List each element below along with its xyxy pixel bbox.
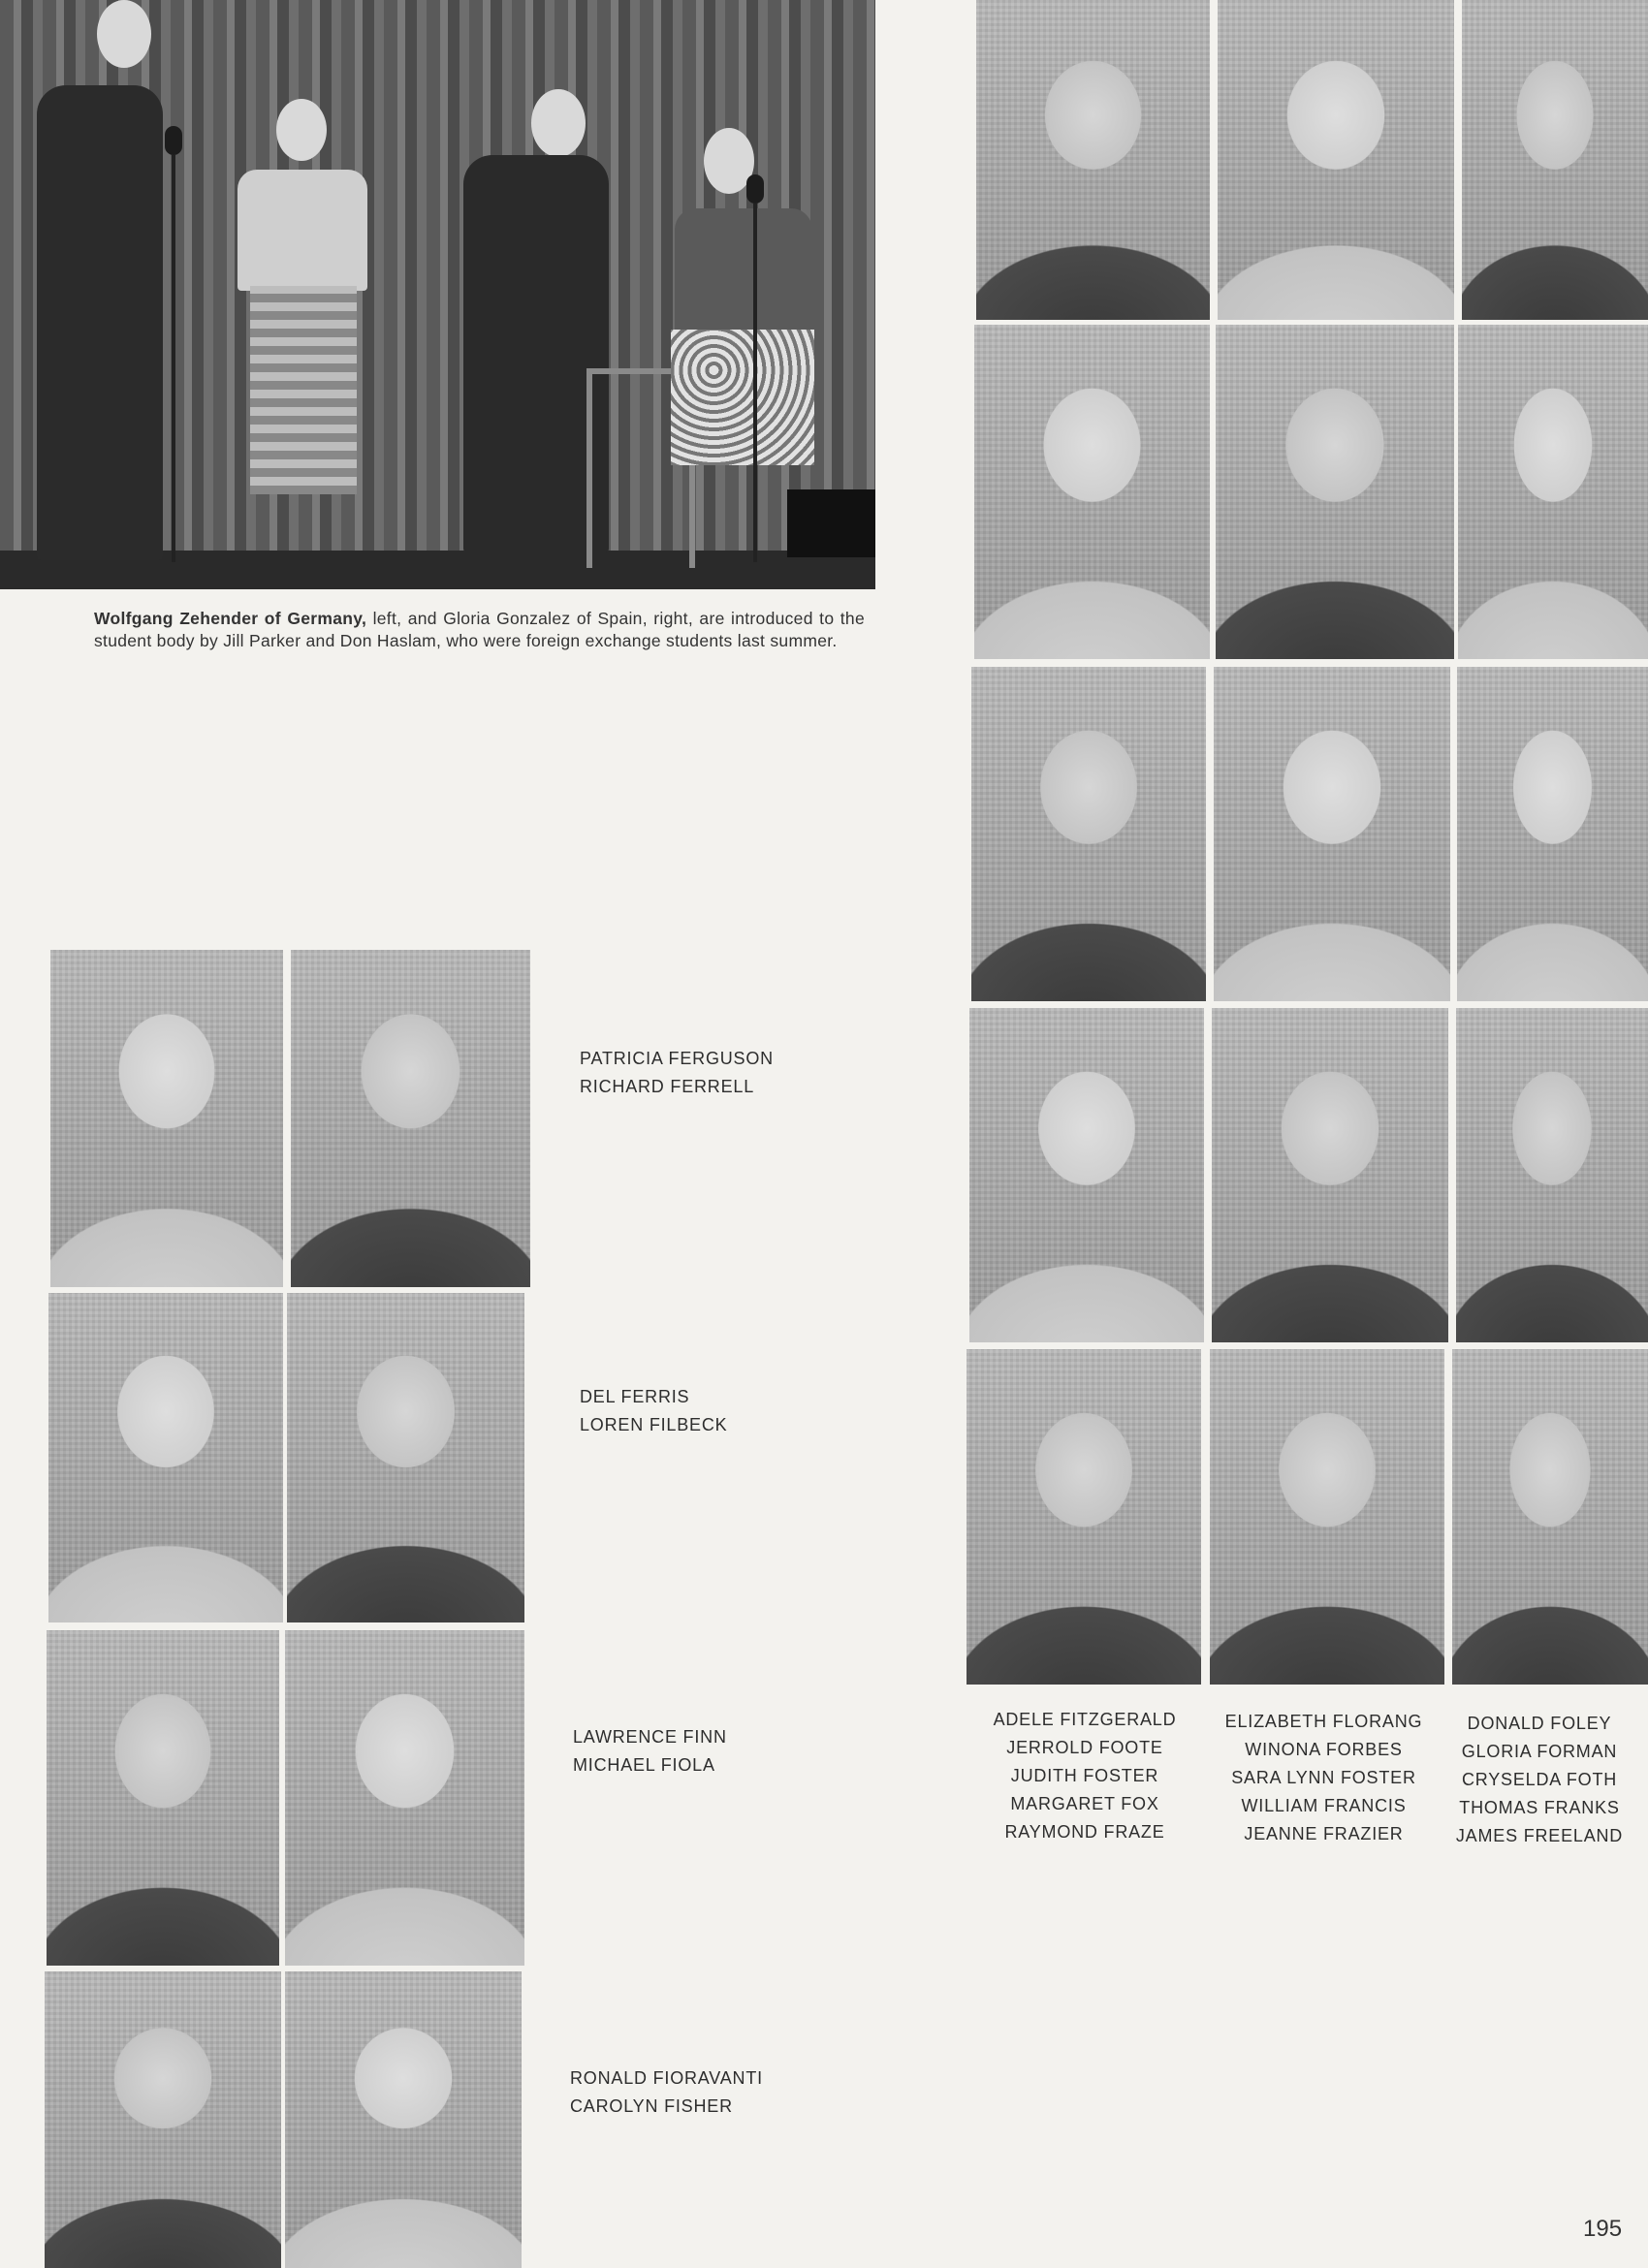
portrait: [974, 325, 1210, 659]
portrait: [971, 667, 1206, 1001]
student-name: RICHARD FERRELL: [580, 1077, 755, 1096]
student-name: MICHAEL FIOLA: [573, 1755, 715, 1775]
portrait: [1212, 1008, 1448, 1342]
student-name: PATRICIA FERGUSON: [580, 1049, 774, 1068]
student-name: DONALD FOLEY: [1467, 1714, 1612, 1733]
student-name: ADELE FITZGERALD: [993, 1710, 1177, 1729]
name-column: [1205, 1708, 1442, 1848]
portrait: [1456, 1008, 1648, 1342]
portrait: [967, 1349, 1201, 1685]
portrait: [1216, 325, 1454, 659]
student-name: JERROLD FOOTE: [1006, 1738, 1163, 1757]
portrait: [285, 1971, 522, 2268]
portrait: [1452, 1349, 1648, 1685]
student-name: CAROLYN FISHER: [570, 2096, 733, 2116]
person-sweater: [675, 208, 812, 334]
student-name: RONALD FIORAVANTI: [570, 2068, 763, 2088]
student-name: JEANNE FRAZIER: [1244, 1824, 1404, 1843]
name-block: [573, 1723, 727, 1780]
person-skirt: [250, 286, 357, 494]
student-name: JUDITH FOSTER: [1010, 1766, 1159, 1785]
portrait: [287, 1293, 524, 1622]
portrait: [1462, 0, 1648, 320]
student-name: LOREN FILBECK: [580, 1415, 728, 1434]
page-number: 195: [1583, 2216, 1623, 2242]
person-head: [276, 99, 327, 161]
microphone-icon: [746, 174, 764, 204]
caption-bold-lead: Wolfgang Zehender of Germany,: [94, 609, 367, 628]
person-body: [37, 85, 163, 560]
student-name: CRYSELDA FOTH: [1461, 1770, 1618, 1789]
student-name: JAMES FREELAND: [1455, 1826, 1624, 1845]
photo-caption: [94, 608, 865, 652]
student-name: GLORIA FORMAN: [1461, 1742, 1618, 1761]
portrait: [48, 1293, 283, 1622]
student-name: THOMAS FRANKS: [1459, 1798, 1620, 1817]
name-block: [580, 1045, 774, 1101]
student-name: LAWRENCE FINN: [573, 1727, 727, 1747]
name-block: [580, 1383, 727, 1439]
caption-text: left, and Gloria Gonzalez of Spain, right, are introduced to the student body by Jill Parker and Don Haslam, who were foreign exchange students last summer.: [94, 609, 866, 650]
name-column: [1441, 1710, 1638, 1850]
student-name: RAYMOND FRAZE: [1004, 1822, 1165, 1842]
name-block: [570, 2064, 763, 2121]
person-blouse: [238, 170, 367, 291]
student-name: ELIZABETH FLORANG: [1224, 1712, 1423, 1731]
portrait: [1218, 0, 1454, 320]
portrait: [285, 1630, 524, 1966]
portrait: [1457, 667, 1648, 1001]
student-name: WILLIAM FRANCIS: [1241, 1796, 1407, 1815]
stage-photo: [0, 0, 875, 589]
student-name: WINONA FORBES: [1245, 1740, 1403, 1759]
portrait: [47, 1630, 279, 1966]
person-head: [97, 0, 151, 68]
student-name: MARGARET FOX: [1010, 1794, 1159, 1813]
portrait: [45, 1971, 281, 2268]
student-name: DEL FERRIS: [580, 1387, 690, 1406]
person-skirt: [671, 330, 814, 465]
student-name: SARA LYNN FOSTER: [1231, 1768, 1416, 1787]
portrait: [1214, 667, 1450, 1001]
portrait: [976, 0, 1210, 320]
microphone-icon: [165, 126, 182, 155]
portrait: [291, 950, 530, 1287]
mic-stand: [172, 155, 175, 562]
stage-speaker: [787, 489, 875, 557]
portrait: [969, 1008, 1204, 1342]
name-column: [969, 1706, 1200, 1846]
portrait: [1210, 1349, 1444, 1685]
portrait: [50, 950, 283, 1287]
mic-stand: [753, 204, 757, 562]
person-head: [531, 89, 586, 157]
portrait: [1458, 325, 1648, 659]
